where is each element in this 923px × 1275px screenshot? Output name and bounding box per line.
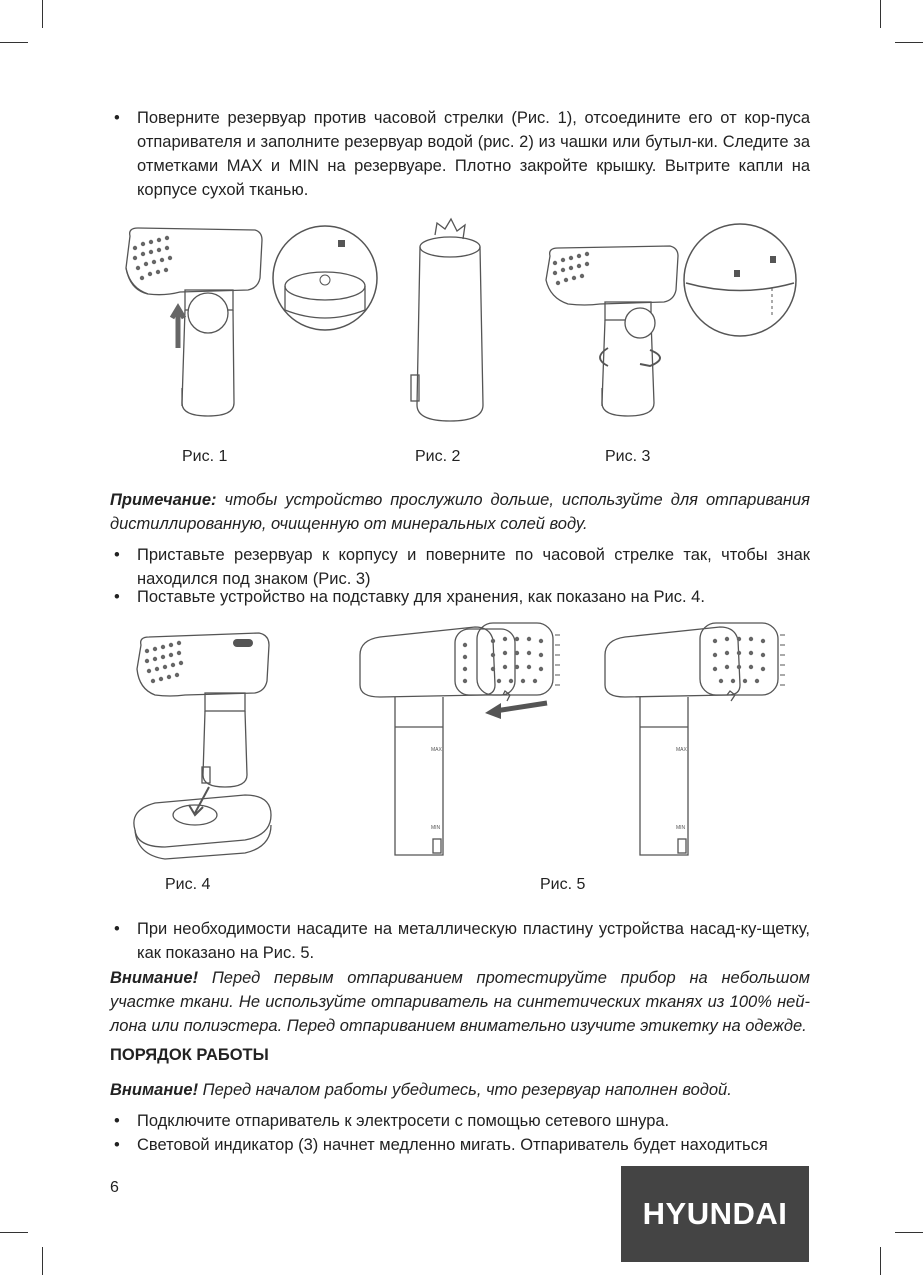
warning-paragraph: [110, 966, 810, 1038]
bullet-item: • Световой индикатор (3) начнет медленно мигать. Отпариватель будет находиться: [110, 1133, 810, 1157]
crop-mark: [895, 1232, 923, 1233]
crop-mark: [880, 0, 881, 28]
bullet-item: • Приставьте резервуар к корпусу и поверните по часовой стрелке так, чтобы знак находился под знаком (Рис. 3): [110, 543, 810, 591]
brand-logo: HYUNDAI: [621, 1166, 809, 1262]
bullet-item: • При необходимости насадите на металлическую пластину устройства насад-ку-щетку, как показано на Рис. 5.: [110, 917, 810, 965]
crop-mark: [880, 1247, 881, 1275]
figure-3-illustration: [540, 218, 800, 428]
crop-mark: [0, 1232, 28, 1233]
warning-text: Перед первым отпариванием протестируйте прибор на небольшом участке ткани. Не используйте отпариватель на синтетических тканях из 100% ней-лона или полиэстера. Перед отпариванием внимательно изучите этикетку на одежде.: [110, 969, 810, 1035]
bullet-item: • Поверните резервуар против часовой стрелки (Рис. 1), отсоедините его от кор-пуса отпаривателя и заполните резервуар водой (рис. 2) из чашки или бутыл-ки. Следите за отметками MAX и MIN на резервуаре. Плотно закройте крышку. Вытрите капли на корпусе сухой тканью.: [110, 106, 810, 202]
crop-mark: [42, 1247, 43, 1275]
warning-paragraph: [110, 1078, 810, 1102]
figure-3-caption: Рис. 3: [605, 448, 651, 465]
warning-label: Внимание!: [110, 969, 199, 987]
section-title: ПОРЯДОК РАБОТЫ: [110, 1046, 269, 1064]
crop-mark: [42, 0, 43, 28]
figure-1-illustration: [120, 218, 380, 428]
figure-4-illustration: [125, 625, 275, 870]
tank-max-label: MAX: [676, 747, 687, 753]
tank-min-label: MIN: [431, 825, 441, 831]
note-paragraph: [110, 488, 810, 536]
tank-max-label: MAX: [431, 747, 442, 753]
figure-2-caption: Рис. 2: [415, 448, 461, 465]
tank-min-label: MIN: [676, 825, 686, 831]
note-text: чтобы устройство прослужило дольше, используйте для отпаривания дистиллированную, очищенную от минеральных солей воду.: [110, 491, 810, 533]
warning-label: Внимание!: [110, 1081, 199, 1099]
figure-2-illustration: [405, 215, 495, 430]
figure-1-caption: Рис. 1: [182, 448, 228, 465]
warning-text: Перед началом работы убедитесь, что резервуар наполнен водой.: [198, 1081, 732, 1099]
figure-4-caption: Рис. 4: [165, 876, 211, 893]
figure-5-caption: Рис. 5: [540, 876, 586, 893]
crop-mark: [0, 42, 28, 43]
note-label: Примечание:: [110, 491, 217, 509]
bullet-item: • Поставьте устройство на подставку для хранения, как показано на Рис. 4.: [110, 585, 810, 609]
page-number: 6: [110, 1179, 119, 1196]
figure-5-illustration: [355, 615, 800, 865]
bullet-item: • Подключите отпариватель к электросети с помощью сетевого шнура.: [110, 1109, 810, 1133]
crop-mark: [895, 42, 923, 43]
